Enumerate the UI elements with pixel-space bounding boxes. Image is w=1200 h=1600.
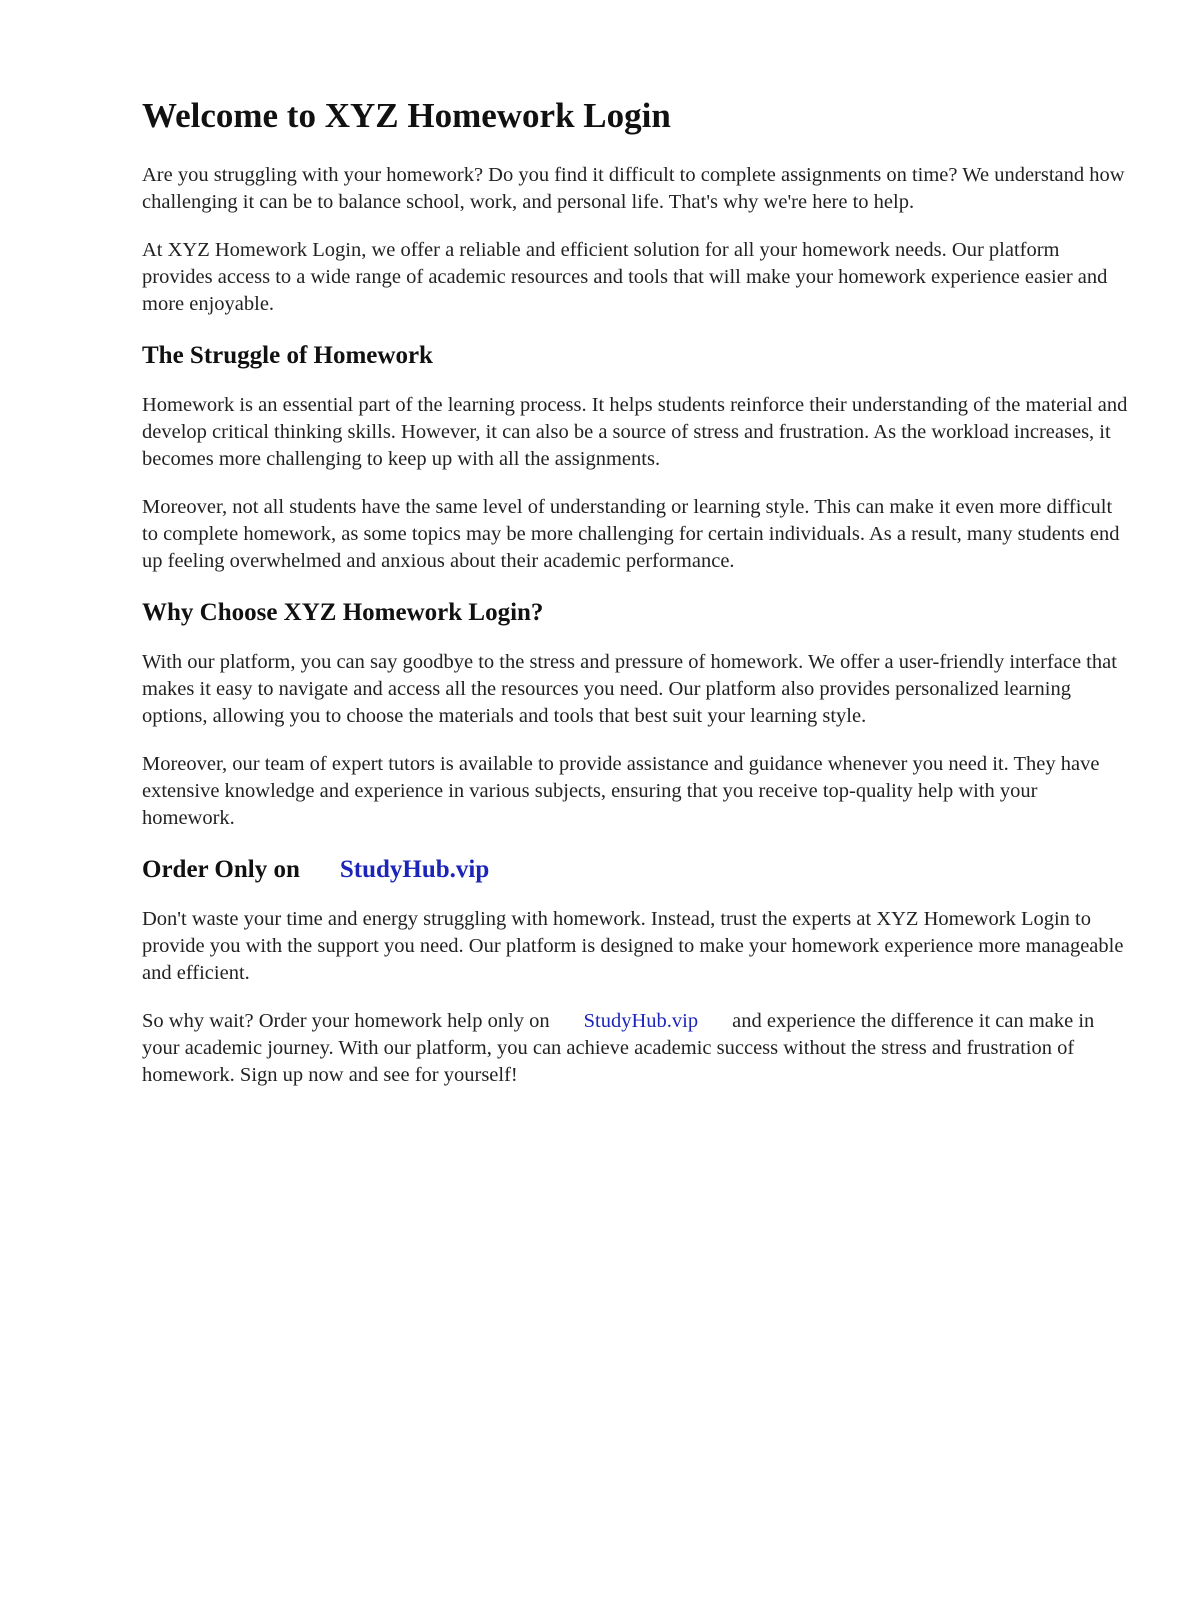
why-paragraph-1: With our platform, you can say goodbye to the stress and pressure of homework. We offer a user-friendly interface that makes it easy to navigate and access all the resources you need. Our platform also provides personalized learning options, allowing you to choose the materials and tools that best suit your learning style. (142, 651, 1117, 727)
order-paragraph-2-before: So why wait? Order your homework help only on (142, 1010, 550, 1032)
struggle-paragraph-2: Moreover, not all students have the same level of understanding or learning style. This can make it even more difficult to complete homework, as some topics may be more challenging for certain individuals. As a result, many students end up feeling overwhelmed and anxious about their academic performance. (142, 496, 1120, 572)
struggle-heading: The Struggle of Homework (142, 342, 433, 369)
studyhub-inline-link[interactable]: StudyHub.vip (583, 1010, 699, 1032)
order-paragraph-2 (142, 1008, 1132, 1089)
order-heading-text: Order Only on (142, 856, 300, 883)
why-heading: Why Choose XYZ Homework Login? (142, 599, 544, 626)
studyhub-heading-link[interactable]: StudyHub.vip (339, 856, 490, 883)
intro-paragraph-1: Are you struggling with your homework? Do you find it difficult to complete assignments on time? We understand how challenging it can be to balance school, work, and personal life. That's why we're here to help. (142, 164, 1125, 213)
order-heading (142, 854, 1132, 886)
page-title: Welcome to XYZ Homework Login (142, 96, 671, 135)
order-paragraph-2-after: and experience the difference it can make in your academic journey. With our platform, you can achieve academic success without the stress and frustration of homework. Sign up now and see for yourself! (142, 1010, 1095, 1086)
struggle-paragraph-1: Homework is an essential part of the learning process. It helps students reinforce their understanding of the material and develop critical thinking skills. However, it can also be a source of stress and frustration. As the workload increases, it becomes more challenging to keep up with all the assignments. (142, 394, 1128, 470)
why-paragraph-2: Moreover, our team of expert tutors is available to provide assistance and guidance whenever you need it. They have extensive knowledge and experience in various subjects, ensuring that you receive top-quality help with your homework. (142, 753, 1100, 829)
order-paragraph-1: Don't waste your time and energy struggling with homework. Instead, trust the experts at XYZ Homework Login to provide you with the support you need. Our platform is designed to make your homework experience more manageable and efficient. (142, 908, 1124, 984)
intro-paragraph-2: At XYZ Homework Login, we offer a reliable and efficient solution for all your homework needs. Our platform provides access to a wide range of academic resources and tools that will make your homework experience easier and more enjoyable. (142, 239, 1108, 315)
document-page (142, 88, 1132, 1110)
